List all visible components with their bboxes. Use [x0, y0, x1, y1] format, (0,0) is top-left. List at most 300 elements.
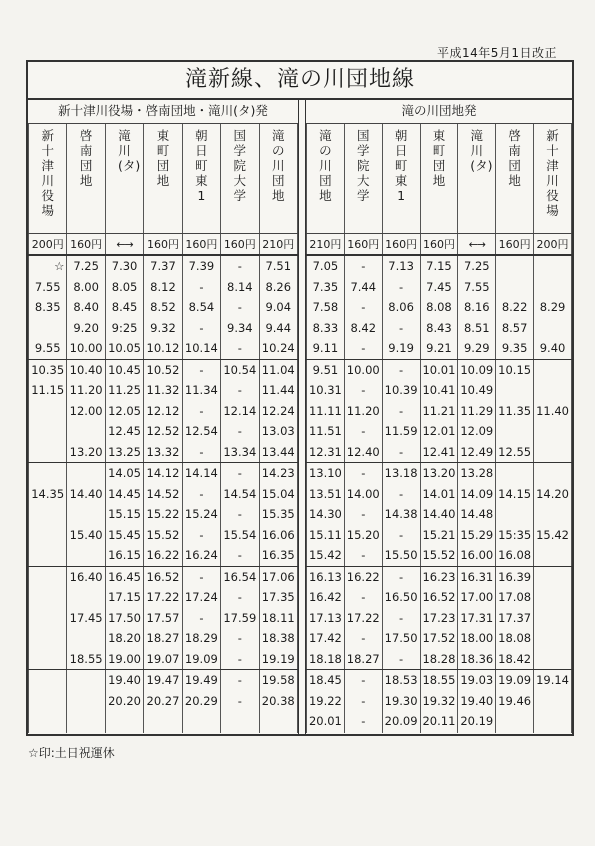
- outbound-time-cell: -: [221, 380, 259, 401]
- inbound-time-cell: 7.35: [307, 277, 345, 298]
- inbound-time-cell: [534, 566, 572, 587]
- panel-divider-left: [298, 99, 299, 734]
- outbound-time-cell: 10.40: [67, 359, 105, 380]
- outbound-stop-name: 朝日町東1: [195, 128, 208, 203]
- inbound-time-cell: 7.25: [458, 255, 496, 277]
- inbound-time-cell: 16.00: [458, 545, 496, 566]
- inbound-time-cell: 15.42: [307, 545, 345, 566]
- inbound-stop-header-row: [307, 124, 572, 234]
- outbound-time-cell: 10.00: [67, 338, 105, 359]
- outbound-time-cell: [29, 255, 67, 277]
- outbound-time-cell: 16.24: [182, 545, 220, 566]
- inbound-time-cell: 8.06: [382, 297, 420, 318]
- outbound-stop-name: 国学院大学: [233, 128, 247, 203]
- outbound-time-cell: 17.15: [105, 587, 143, 608]
- page-title: 滝新線、滝の川団地線: [184, 67, 415, 92]
- outbound-time-cell: 7.55: [29, 277, 67, 298]
- outbound-time-cell: 14.12: [144, 463, 182, 484]
- outbound-time-cell: 15.04: [259, 484, 297, 505]
- outbound-table: [28, 124, 298, 733]
- outbound-time-cell: -: [221, 297, 259, 318]
- outbound-time-cell: 11.44: [259, 380, 297, 401]
- inbound-time-cell: 17.08: [496, 587, 534, 608]
- outbound-time-cell: 11.25: [105, 380, 143, 401]
- outbound-time-cell: 15.15: [105, 504, 143, 525]
- inbound-time-cell: [496, 711, 534, 732]
- inbound-time-cell: 18.08: [496, 628, 534, 649]
- inbound-time-cell: -: [344, 380, 382, 401]
- inbound-fare-cell: 210円: [307, 234, 345, 256]
- outbound-time-row: [29, 545, 298, 566]
- outbound-time-cell: 19.40: [105, 670, 143, 691]
- inbound-time-cell: 7.44: [344, 277, 382, 298]
- inbound-time-cell: 8.51: [458, 318, 496, 339]
- outbound-time-cell: -: [182, 359, 220, 380]
- inbound-time-cell: 14.15: [496, 484, 534, 505]
- inbound-time-cell: [534, 711, 572, 732]
- outbound-time-cell: 17.06: [259, 566, 297, 587]
- inbound-time-cell: 7.13: [382, 255, 420, 277]
- inbound-time-cell: 16.39: [496, 566, 534, 587]
- outbound-time-cell: 8.54: [182, 297, 220, 318]
- inbound-table: [306, 124, 572, 733]
- outbound-time-cell: 13.20: [67, 442, 105, 463]
- inbound-time-cell: 11.35: [496, 401, 534, 422]
- inbound-time-cell: -: [344, 691, 382, 712]
- inbound-time-row: [307, 484, 572, 505]
- inbound-time-cell: [534, 359, 572, 380]
- inbound-stop-header: [458, 124, 496, 234]
- outbound-time-cell: 16.22: [144, 545, 182, 566]
- outbound-time-cell: 19.58: [259, 670, 297, 691]
- outbound-time-cell: 12.54: [182, 421, 220, 442]
- outbound-time-cell: 13.34: [221, 442, 259, 463]
- inbound-time-cell: 14.48: [458, 504, 496, 525]
- inbound-time-cell: 16.52: [420, 587, 458, 608]
- inbound-time-cell: 14.00: [344, 484, 382, 505]
- inbound-time-cell: 14.20: [534, 484, 572, 505]
- inbound-fare-cell: ←→: [458, 234, 496, 256]
- inbound-time-cell: -: [344, 504, 382, 525]
- inbound-time-row: [307, 691, 572, 712]
- outbound-fare-cell: 160円: [144, 234, 182, 256]
- outbound-time-cell: 17.50: [105, 608, 143, 629]
- inbound-time-cell: 19.32: [420, 691, 458, 712]
- inbound-time-cell: -: [382, 401, 420, 422]
- outbound-time-cell: 16.52: [144, 566, 182, 587]
- outbound-time-cell: 14.54: [221, 484, 259, 505]
- inbound-time-cell: -: [344, 255, 382, 277]
- inbound-time-row: [307, 670, 572, 691]
- inbound-time-cell: 12.01: [420, 421, 458, 442]
- outbound-stop-header: [105, 124, 143, 234]
- outbound-stop-name: 新十津川役場: [41, 128, 54, 218]
- outbound-time-row: [29, 255, 298, 277]
- inbound-time-cell: 11.11: [307, 401, 345, 422]
- outbound-time-cell: 12.00: [67, 401, 105, 422]
- inbound-time-cell: 18.27: [344, 649, 382, 670]
- inbound-time-cell: 18.42: [496, 649, 534, 670]
- outbound-time-cell: 11.15: [29, 380, 67, 401]
- inbound-time-cell: 19.46: [496, 691, 534, 712]
- outbound-time-row: [29, 691, 298, 712]
- outbound-time-cell: 15.24: [182, 504, 220, 525]
- outbound-time-cell: 18.29: [182, 628, 220, 649]
- outbound-time-cell: 14.23: [259, 463, 297, 484]
- outbound-time-cell: [29, 442, 67, 463]
- outbound-stop-header-row: [29, 124, 298, 234]
- outbound-time-cell: 10.35: [29, 359, 67, 380]
- inbound-time-row: [307, 566, 572, 587]
- inbound-time-cell: 12.09: [458, 421, 496, 442]
- outbound-time-cell: [29, 545, 67, 566]
- inbound-time-cell: 8.57: [496, 318, 534, 339]
- outbound-time-cell: 9.44: [259, 318, 297, 339]
- outbound-time-cell: -: [182, 277, 220, 298]
- inbound-time-cell: 11.29: [458, 401, 496, 422]
- outbound-time-cell: 20.29: [182, 691, 220, 712]
- footnote: ☆印:土日祝運休: [28, 746, 115, 760]
- inbound-time-cell: [534, 649, 572, 670]
- inbound-panel: [306, 99, 572, 734]
- outbound-time-cell: [29, 691, 67, 712]
- inbound-time-cell: -: [344, 628, 382, 649]
- inbound-time-cell: -: [344, 711, 382, 732]
- outbound-time-cell: 8.26: [259, 277, 297, 298]
- inbound-time-cell: 16.42: [307, 587, 345, 608]
- inbound-time-cell: 17.42: [307, 628, 345, 649]
- inbound-time-cell: [534, 545, 572, 566]
- outbound-time-cell: -: [182, 318, 220, 339]
- outbound-time-cell: 8.40: [67, 297, 105, 318]
- revision-date: 平成14年5月1日改正: [436, 46, 557, 60]
- inbound-time-cell: 17.37: [496, 608, 534, 629]
- inbound-time-cell: -: [382, 277, 420, 298]
- inbound-time-cell: 8.43: [420, 318, 458, 339]
- inbound-stop-name: 滝の川団地: [319, 128, 332, 203]
- inbound-time-cell: [534, 691, 572, 712]
- outbound-time-row: [29, 670, 298, 691]
- inbound-filler-cell: [307, 732, 345, 733]
- inbound-time-cell: 8.42: [344, 318, 382, 339]
- inbound-time-cell: 18.45: [307, 670, 345, 691]
- outbound-time-cell: 19.07: [144, 649, 182, 670]
- inbound-time-cell: -: [344, 338, 382, 359]
- inbound-time-row: [307, 421, 572, 442]
- inbound-time-cell: 18.55: [420, 670, 458, 691]
- outbound-time-cell: 17.57: [144, 608, 182, 629]
- inbound-time-row: [307, 359, 572, 380]
- inbound-time-cell: 10.00: [344, 359, 382, 380]
- outbound-filler-cell: [259, 711, 297, 733]
- inbound-time-cell: 20.09: [382, 711, 420, 732]
- outbound-time-cell: 16.15: [105, 545, 143, 566]
- outbound-time-cell: 17.35: [259, 587, 297, 608]
- inbound-time-cell: 18.00: [458, 628, 496, 649]
- inbound-filler-cell: [458, 732, 496, 733]
- outbound-time-cell: 14.14: [182, 463, 220, 484]
- inbound-time-cell: [534, 608, 572, 629]
- inbound-fare-cell: 160円: [344, 234, 382, 256]
- outbound-filler-cell: [29, 711, 67, 733]
- inbound-time-cell: -: [344, 421, 382, 442]
- outbound-stop-name: 啓南団地: [79, 128, 93, 188]
- outbound-time-cell: -: [221, 691, 259, 712]
- outbound-fare-cell: 160円: [182, 234, 220, 256]
- inbound-time-cell: 19.03: [458, 670, 496, 691]
- outbound-time-cell: 8.12: [144, 277, 182, 298]
- outbound-time-row: [29, 442, 298, 463]
- outbound-time-cell: 10.05: [105, 338, 143, 359]
- inbound-time-cell: -: [382, 318, 420, 339]
- inbound-time-row: [307, 628, 572, 649]
- inbound-time-cell: 11.40: [534, 401, 572, 422]
- outbound-time-row: [29, 359, 298, 380]
- inbound-time-row: [307, 545, 572, 566]
- outbound-time-cell: -: [182, 525, 220, 546]
- outbound-time-cell: 7.25: [67, 255, 105, 277]
- inbound-stop-header: [307, 124, 345, 234]
- inbound-time-cell: 11.20: [344, 401, 382, 422]
- inbound-time-cell: 20.11: [420, 711, 458, 732]
- outbound-time-cell: [29, 628, 67, 649]
- outbound-time-cell: 18.38: [259, 628, 297, 649]
- outbound-time-cell: 12.12: [144, 401, 182, 422]
- outbound-time-row: [29, 525, 298, 546]
- outbound-time-cell: 16.35: [259, 545, 297, 566]
- inbound-time-cell: 13.28: [458, 463, 496, 484]
- inbound-time-row: [307, 277, 572, 298]
- inbound-filler-row: [307, 732, 572, 733]
- inbound-time-cell: 10.49: [458, 380, 496, 401]
- outbound-time-row: [29, 628, 298, 649]
- outbound-stop-name: 滝の川団地: [272, 128, 285, 203]
- outbound-filler-cell: [67, 711, 105, 733]
- outbound-time-cell: 19.00: [105, 649, 143, 670]
- inbound-time-cell: 15.50: [382, 545, 420, 566]
- outbound-time-cell: [29, 566, 67, 587]
- inbound-stop-header: [344, 124, 382, 234]
- inbound-stop-name: 啓南団地: [508, 128, 521, 188]
- outbound-time-cell: 9.34: [221, 318, 259, 339]
- outbound-time-cell: 13.25: [105, 442, 143, 463]
- inbound-time-cell: 16.13: [307, 566, 345, 587]
- inbound-fare-cell: 160円: [382, 234, 420, 256]
- inbound-fare-cell: 200円: [534, 234, 572, 256]
- inbound-time-cell: [534, 255, 572, 277]
- outbound-time-cell: [67, 587, 105, 608]
- inbound-time-cell: 11.59: [382, 421, 420, 442]
- outbound-stop-header: [259, 124, 297, 234]
- outbound-time-cell: [67, 504, 105, 525]
- inbound-time-cell: 9.19: [382, 338, 420, 359]
- outbound-time-cell: 10.54: [221, 359, 259, 380]
- outbound-fare-cell: 200円: [29, 234, 67, 256]
- outbound-time-cell: 11.04: [259, 359, 297, 380]
- outbound-time-cell: -: [221, 628, 259, 649]
- inbound-time-cell: -: [382, 649, 420, 670]
- outbound-time-cell: [67, 628, 105, 649]
- outbound-time-cell: 16.54: [221, 566, 259, 587]
- inbound-time-cell: 12.55: [496, 442, 534, 463]
- inbound-time-cell: -: [344, 545, 382, 566]
- outbound-time-cell: 19.19: [259, 649, 297, 670]
- outbound-time-cell: 14.40: [67, 484, 105, 505]
- outbound-time-cell: 7.37: [144, 255, 182, 277]
- outbound-time-cell: 15.52: [144, 525, 182, 546]
- inbound-time-cell: -: [344, 463, 382, 484]
- inbound-time-cell: 19.40: [458, 691, 496, 712]
- inbound-time-cell: -: [344, 670, 382, 691]
- outbound-time-cell: 18.11: [259, 608, 297, 629]
- inbound-time-cell: [534, 587, 572, 608]
- inbound-time-cell: 19.14: [534, 670, 572, 691]
- inbound-time-cell: 15.21: [420, 525, 458, 546]
- outbound-time-cell: 12.24: [259, 401, 297, 422]
- outbound-stop-header: [67, 124, 105, 234]
- outbound-time-cell: 10.24: [259, 338, 297, 359]
- outbound-time-cell: -: [182, 608, 220, 629]
- inbound-stop-name: 滝川(タ): [470, 128, 493, 173]
- outbound-time-cell: [67, 463, 105, 484]
- outbound-time-cell: 20.38: [259, 691, 297, 712]
- inbound-fare-cell: 160円: [420, 234, 458, 256]
- inbound-time-cell: 14.38: [382, 504, 420, 525]
- outbound-time-row: [29, 297, 298, 318]
- inbound-time-row: [307, 255, 572, 277]
- inbound-time-cell: 14.40: [420, 504, 458, 525]
- outbound-time-cell: 14.35: [29, 484, 67, 505]
- inbound-time-cell: 9.51: [307, 359, 345, 380]
- outbound-time-cell: 8.14: [221, 277, 259, 298]
- inbound-direction: 滝の川団地発: [306, 99, 572, 124]
- inbound-time-cell: 9.29: [458, 338, 496, 359]
- inbound-time-cell: -: [344, 587, 382, 608]
- outbound-time-cell: [29, 587, 67, 608]
- outbound-time-cell: 7.30: [105, 255, 143, 277]
- inbound-time-row: [307, 587, 572, 608]
- inbound-time-cell: 15.29: [458, 525, 496, 546]
- outbound-time-cell: -: [182, 401, 220, 422]
- outbound-time-cell: [29, 421, 67, 442]
- outbound-time-cell: 8.05: [105, 277, 143, 298]
- inbound-time-cell: 15.20: [344, 525, 382, 546]
- inbound-time-cell: 9.11: [307, 338, 345, 359]
- outbound-time-cell: [67, 421, 105, 442]
- inbound-time-cell: 10.39: [382, 380, 420, 401]
- inbound-time-cell: 8.33: [307, 318, 345, 339]
- outbound-filler-cell: [221, 711, 259, 733]
- outbound-time-cell: 16.40: [67, 566, 105, 587]
- outbound-time-cell: [29, 649, 67, 670]
- outbound-time-cell: [67, 545, 105, 566]
- outbound-fare-cell: 160円: [67, 234, 105, 256]
- outbound-time-cell: -: [221, 545, 259, 566]
- outbound-time-row: [29, 587, 298, 608]
- inbound-time-cell: -: [382, 442, 420, 463]
- outbound-time-cell: 10.45: [105, 359, 143, 380]
- inbound-time-cell: [496, 463, 534, 484]
- inbound-time-row: [307, 442, 572, 463]
- outbound-time-cell: 15.54: [221, 525, 259, 546]
- outbound-stop-header: [182, 124, 220, 234]
- inbound-time-cell: 18.18: [307, 649, 345, 670]
- outbound-filler-cell: [144, 711, 182, 733]
- inbound-time-cell: [496, 421, 534, 442]
- outbound-time-cell: 13.32: [144, 442, 182, 463]
- outbound-time-row: [29, 277, 298, 298]
- outbound-panel: [28, 99, 298, 734]
- outbound-time-cell: 20.20: [105, 691, 143, 712]
- outbound-time-cell: -: [221, 587, 259, 608]
- outbound-time-row: [29, 649, 298, 670]
- inbound-stop-header: [420, 124, 458, 234]
- inbound-time-cell: 16.23: [420, 566, 458, 587]
- outbound-time-cell: -: [221, 463, 259, 484]
- inbound-time-cell: 17.31: [458, 608, 496, 629]
- outbound-time-cell: 15.45: [105, 525, 143, 546]
- outbound-time-cell: 19.49: [182, 670, 220, 691]
- outbound-time-cell: 9.32: [144, 318, 182, 339]
- inbound-time-cell: [534, 380, 572, 401]
- outbound-time-cell: 19.09: [182, 649, 220, 670]
- inbound-time-cell: 11.51: [307, 421, 345, 442]
- outbound-time-row: [29, 484, 298, 505]
- outbound-time-cell: 8.35: [29, 297, 67, 318]
- outbound-stop-header: [221, 124, 259, 234]
- inbound-time-cell: [496, 277, 534, 298]
- outbound-time-cell: 18.55: [67, 649, 105, 670]
- inbound-time-cell: 17.00: [458, 587, 496, 608]
- outbound-time-row: [29, 608, 298, 629]
- outbound-time-cell: 12.52: [144, 421, 182, 442]
- outbound-time-row: [29, 318, 298, 339]
- inbound-filler-cell: [534, 732, 572, 733]
- outbound-time-cell: 12.05: [105, 401, 143, 422]
- outbound-time-cell: 9.55: [29, 338, 67, 359]
- outbound-time-cell: 17.45: [67, 608, 105, 629]
- inbound-time-cell: 8.08: [420, 297, 458, 318]
- inbound-time-row: [307, 525, 572, 546]
- inbound-filler-cell: [420, 732, 458, 733]
- inbound-time-cell: 7.05: [307, 255, 345, 277]
- inbound-time-cell: 12.41: [420, 442, 458, 463]
- outbound-time-cell: [29, 463, 67, 484]
- outbound-time-cell: [29, 504, 67, 525]
- inbound-time-cell: 11.21: [420, 401, 458, 422]
- inbound-time-cell: 16.50: [382, 587, 420, 608]
- outbound-time-cell: 13.03: [259, 421, 297, 442]
- inbound-time-cell: -: [344, 297, 382, 318]
- inbound-time-cell: 9.35: [496, 338, 534, 359]
- outbound-time-cell: 9.20: [67, 318, 105, 339]
- inbound-time-cell: [534, 504, 572, 525]
- outbound-time-cell: [67, 691, 105, 712]
- inbound-fare-row: [307, 234, 572, 256]
- inbound-time-cell: 10.01: [420, 359, 458, 380]
- inbound-time-cell: 12.49: [458, 442, 496, 463]
- inbound-time-cell: 7.15: [420, 255, 458, 277]
- outbound-time-cell: -: [221, 421, 259, 442]
- outbound-time-cell: [29, 670, 67, 691]
- inbound-time-cell: 8.16: [458, 297, 496, 318]
- weekday-only-marker: ☆: [54, 259, 65, 274]
- inbound-time-cell: 14.01: [420, 484, 458, 505]
- inbound-time-cell: 17.22: [344, 608, 382, 629]
- inbound-time-cell: 15.11: [307, 525, 345, 546]
- outbound-time-cell: 12.45: [105, 421, 143, 442]
- inbound-time-cell: 17.50: [382, 628, 420, 649]
